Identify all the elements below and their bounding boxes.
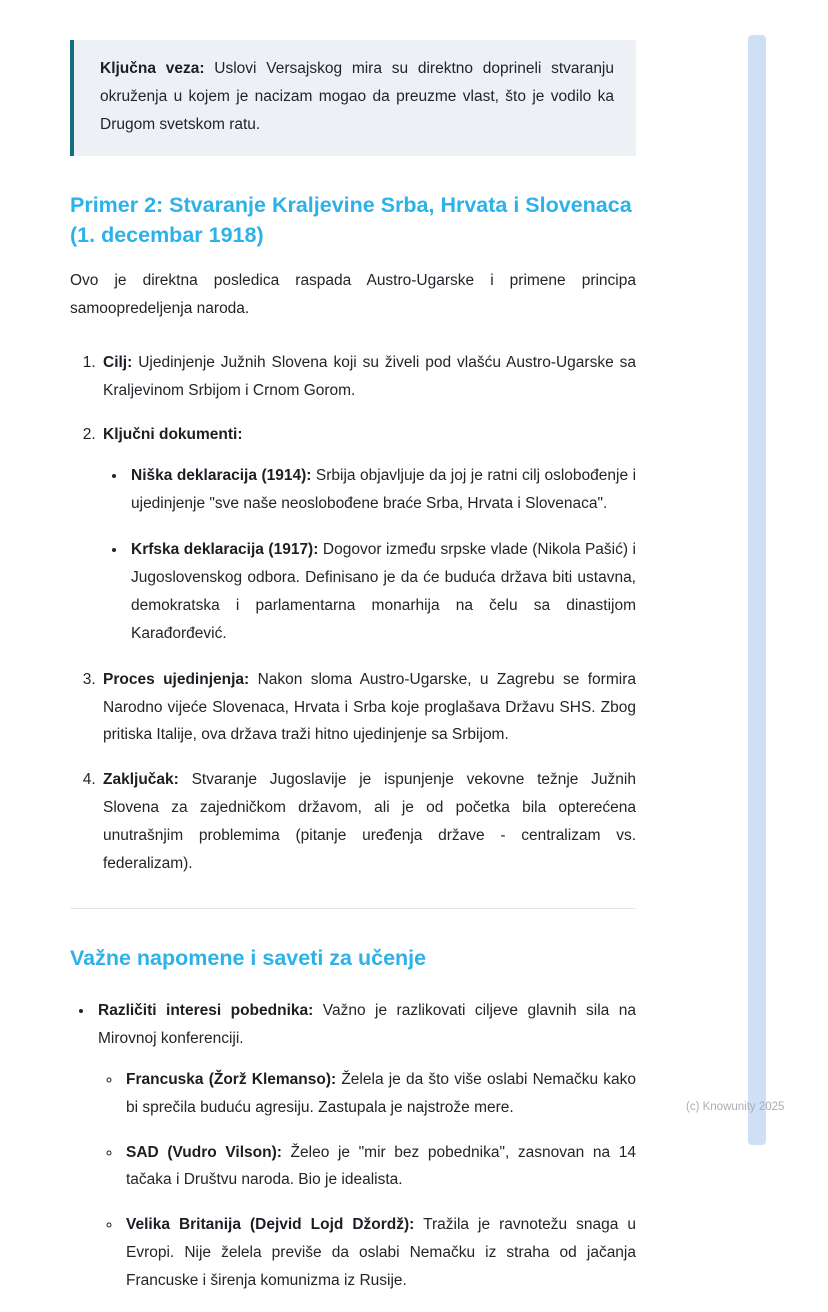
list-item-razliciti-interesi [94, 997, 636, 1295]
item-text: Tražila je ravnotežu snaga u Evropi. Nije želela previše da oslabi Nemačku iz straha od jačanja Francuske i širenja komunizma iz Rusije. [126, 1216, 636, 1290]
callout-text: Uslovi Versajskog mira su direktno doprineli stvaranju okruženja u kojem je nacizam mogao da preuzme vlast, što je vodilo ka Drugom svetskom ratu. [100, 60, 614, 133]
item-label: SAD (Vudro Vilson): [126, 1143, 282, 1161]
section-intro-paragraph: Ovo je direktna posledica raspada Austro-Ugarske i primene principa samoopredeljenja naroda. [70, 271, 636, 317]
scrollbar-thumb[interactable] [748, 35, 766, 1145]
document-content [70, 40, 636, 1312]
item-label: Krfska deklaracija (1917): [131, 541, 319, 559]
list-item-cilj [100, 349, 636, 405]
item-text: Nakon sloma Austro-Ugarske, u Zagrebu se formira Narodno vijeće Slovenaca, Hrvata i Srba koje proglašava Državu SHS. Zbog pritiska Italije, ova država traži hitno ujedinjenje sa Srbijom. [103, 670, 636, 744]
sublist-item-sad [122, 1139, 636, 1195]
sublist-item-niska-deklaracija [127, 462, 636, 518]
item-label: Francuska (Žorž Klemanso): [126, 1070, 337, 1088]
sublist-item-krfska-deklaracija [127, 536, 636, 648]
item-text: Želeo je "mir bez pobednika", zasnovan na 14 tačaka i Društvu naroda. Bio je idealista. [126, 1143, 637, 1189]
item-label: Cilj: [103, 353, 133, 371]
item-label: Velika Britanija (Dejvid Lojd Džordž): [126, 1216, 415, 1234]
item-text: Dogovor između srpske vlade (Nikola Pašić) i Jugoslovenskog odbora. Definisano je da će buduća država biti ustavna, demokratska i parlamentarna monarhija na čelu sa dinastijom Karađorđević. [131, 541, 636, 642]
documents-sublist [103, 462, 636, 647]
list-item-zakljucak [100, 766, 636, 878]
section-divider [70, 908, 636, 909]
item-text: Važno je razlikovati ciljeve glavnih sila na Mirovnoj konferenciji. [98, 1001, 636, 1047]
watermark: (c) Knowunity 2025 [686, 1101, 785, 1113]
list-item-kljucni-dokumenti [100, 421, 636, 647]
item-text: Srbija objavljuje da joj je ratni cilj oslobođenje i ujedinjenje "sve naše neoslobođene braće Srba, Hrvata i Slovenaca". [131, 467, 637, 513]
section-heading-vazne-napomene: Važne napomene i saveti za učenje [70, 945, 427, 970]
sublist-item-francuska [122, 1066, 636, 1122]
item-label: Niška deklaracija (1914): [131, 467, 312, 485]
key-connection-callout [70, 40, 636, 156]
section-heading-primer-2: Primer 2: Stvaranje Kraljevine Srba, Hrvata i Slovenaca (1. decembar 1918) [70, 192, 632, 247]
sublist-item-velika-britanija [122, 1211, 636, 1295]
item-text: Stvaranje Jugoslavije je ispunjenje vekovne težnje Južnih Slovena za zajedničkom državom, ali je od početka bila opterećena unutrašnjim problemima (pitanje uređenja države - centralizam vs. federalizam). [103, 771, 636, 872]
item-label: Zaključak: [103, 771, 179, 789]
callout-label: Ključna veza: [100, 60, 205, 77]
notes-list [70, 997, 636, 1295]
item-label: Proces ujedinjenja: [103, 670, 250, 688]
list-item-proces-ujedinjenja [100, 666, 636, 750]
numbered-list [70, 349, 636, 878]
powers-sublist [98, 1066, 636, 1295]
item-label: Različiti interesi pobednika: [98, 1001, 314, 1019]
item-label: Ključni dokumenti: [103, 426, 243, 444]
item-text: Ujedinjenje Južnih Slovena koji su živeli pod vlašću Austro-Ugarske sa Kraljevinom Srbijom i Crnom Gorom. [103, 353, 636, 399]
item-text: Želela je da što više oslabi Nemačku kako bi sprečila buduću agresiju. Zastupala je najstrože mere. [126, 1070, 636, 1116]
